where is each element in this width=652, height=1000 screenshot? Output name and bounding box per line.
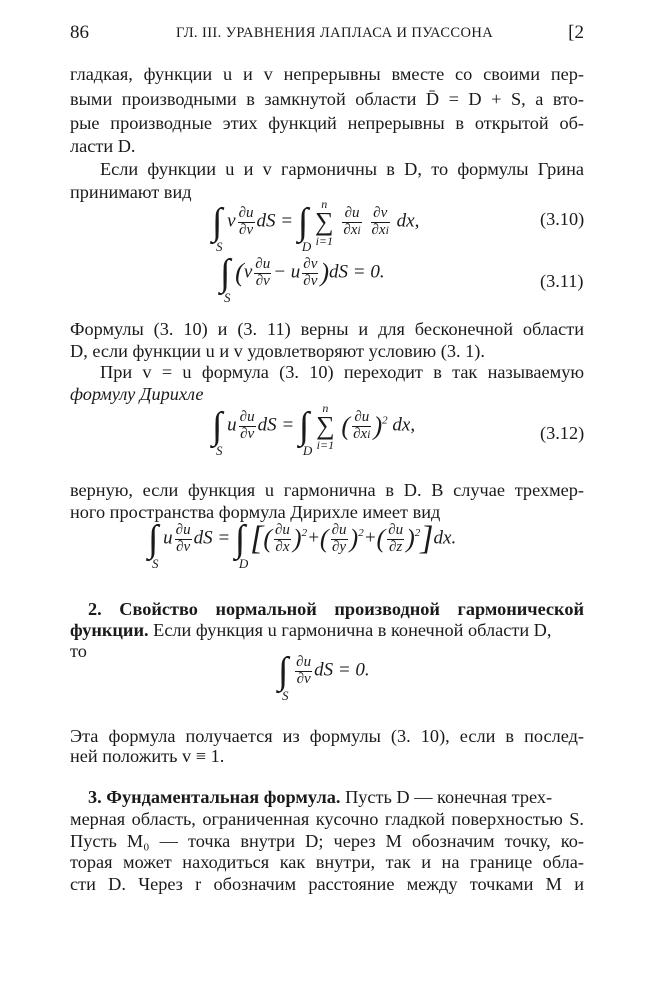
text-line: При v = u формула (3. 10) переходит в так называемую — [100, 362, 584, 382]
equation-3-10: ∫ S v $\frac{\partial u}{\partial\nu}$ dS = ∫ D n ∑ i=1 $\frac{\partial u}{\partial xi}$ $\frac{\partial v}{\partial xi}$ dx, — [212, 197, 420, 255]
text-line: мерная область, ограниченная кусочно гладкой поверхностью S. — [70, 809, 584, 829]
text-line: верную, если функция u гармонична в D. В случае трехмер- — [70, 480, 584, 500]
text-line: рые производные этих функций непрерывны в открытой об- — [70, 113, 584, 133]
text-line: сти D. Через r обозначим расстояние между точками M и — [70, 874, 584, 894]
equation-3-12: ∫ S u $\frac{\partial u}{\partial\nu}$ dS = ∫ D n ∑ i=1 ( $\frac{\partial u}{\partial xi}$ )$^2$ dx, — [212, 401, 416, 459]
text-line — [88, 786, 584, 808]
text-line: Если функции u и v гармоничны в D, то формулы Грина — [100, 159, 584, 179]
text-segment: Пусть D — конечная трех- — [345, 787, 553, 807]
running-head: ГЛ. III. УРАВНЕНИЯ ЛАПЛАСА И ПУАССОНА — [176, 25, 494, 41]
text-line: принимают вид — [70, 182, 192, 202]
text-line: Пусть M₀ — точка внутри D; через M обозначим точку, ко- — [70, 831, 584, 851]
text-line: ласти D. — [70, 136, 136, 156]
equation-number: (3.11) — [540, 271, 584, 291]
text-line: торая может находиться как внутри, так и на границе обла- — [70, 852, 584, 872]
equation-dirichlet-3d: ∫ S u $\frac{\partial u}{\partial\nu}$ dS = ∫ D [( $\frac{\partial u}{\partial x}$ )$^2$+( $\frac{\partial u}{\partial y}$ )$^2$+( $\frac{\partial u}{\partial z}$ )$^2$]dx. — [148, 518, 457, 571]
equation-number: (3.12) — [540, 423, 585, 443]
section-2-heading-end: функции. — [70, 620, 149, 640]
text-line: выми производными в замкнутой области D̄ = D + S, а вто- — [70, 89, 584, 109]
page-header — [70, 22, 584, 46]
equation-normal-derivative: ∫ S $\frac{\partial u}{\partial\nu}$ dS = 0. — [278, 650, 370, 703]
text-line: D, если функции u и v удовлетворяют условию (3. 1). — [70, 341, 485, 361]
text-line — [70, 619, 584, 641]
text-line: формулу Дирихле — [70, 384, 204, 404]
section-3-heading: 3. Фундаментальная формула. — [88, 787, 341, 807]
text-line: гладкая, функции u и v непрерывны вместе со своими пер- — [70, 64, 584, 84]
text-line: Эта формула получается из формулы (3. 10), если в послед- — [70, 726, 584, 746]
text-line: то — [70, 641, 87, 661]
section-2-heading: 2. Свойство нормальной производной гармонической — [88, 599, 584, 619]
text-line: ней положить v ≡ 1. — [70, 746, 225, 766]
text-line: ного пространства формула Дирихле имеет вид — [70, 502, 441, 522]
text-line: Формулы (3. 10) и (3. 11) верны и для бесконечной области — [70, 319, 584, 339]
page-number: 86 — [70, 22, 89, 43]
section-mark: [2 — [568, 22, 584, 43]
equation-3-11: ∫ S (v $\frac{\partial u}{\partial\nu}$ − u $\frac{\partial v}{\partial\nu}$ )dS = 0. — [220, 252, 385, 305]
equation-number: (3.10) — [540, 209, 585, 229]
text-segment: Если функция u гармонична в конечной области D, — [153, 620, 552, 640]
